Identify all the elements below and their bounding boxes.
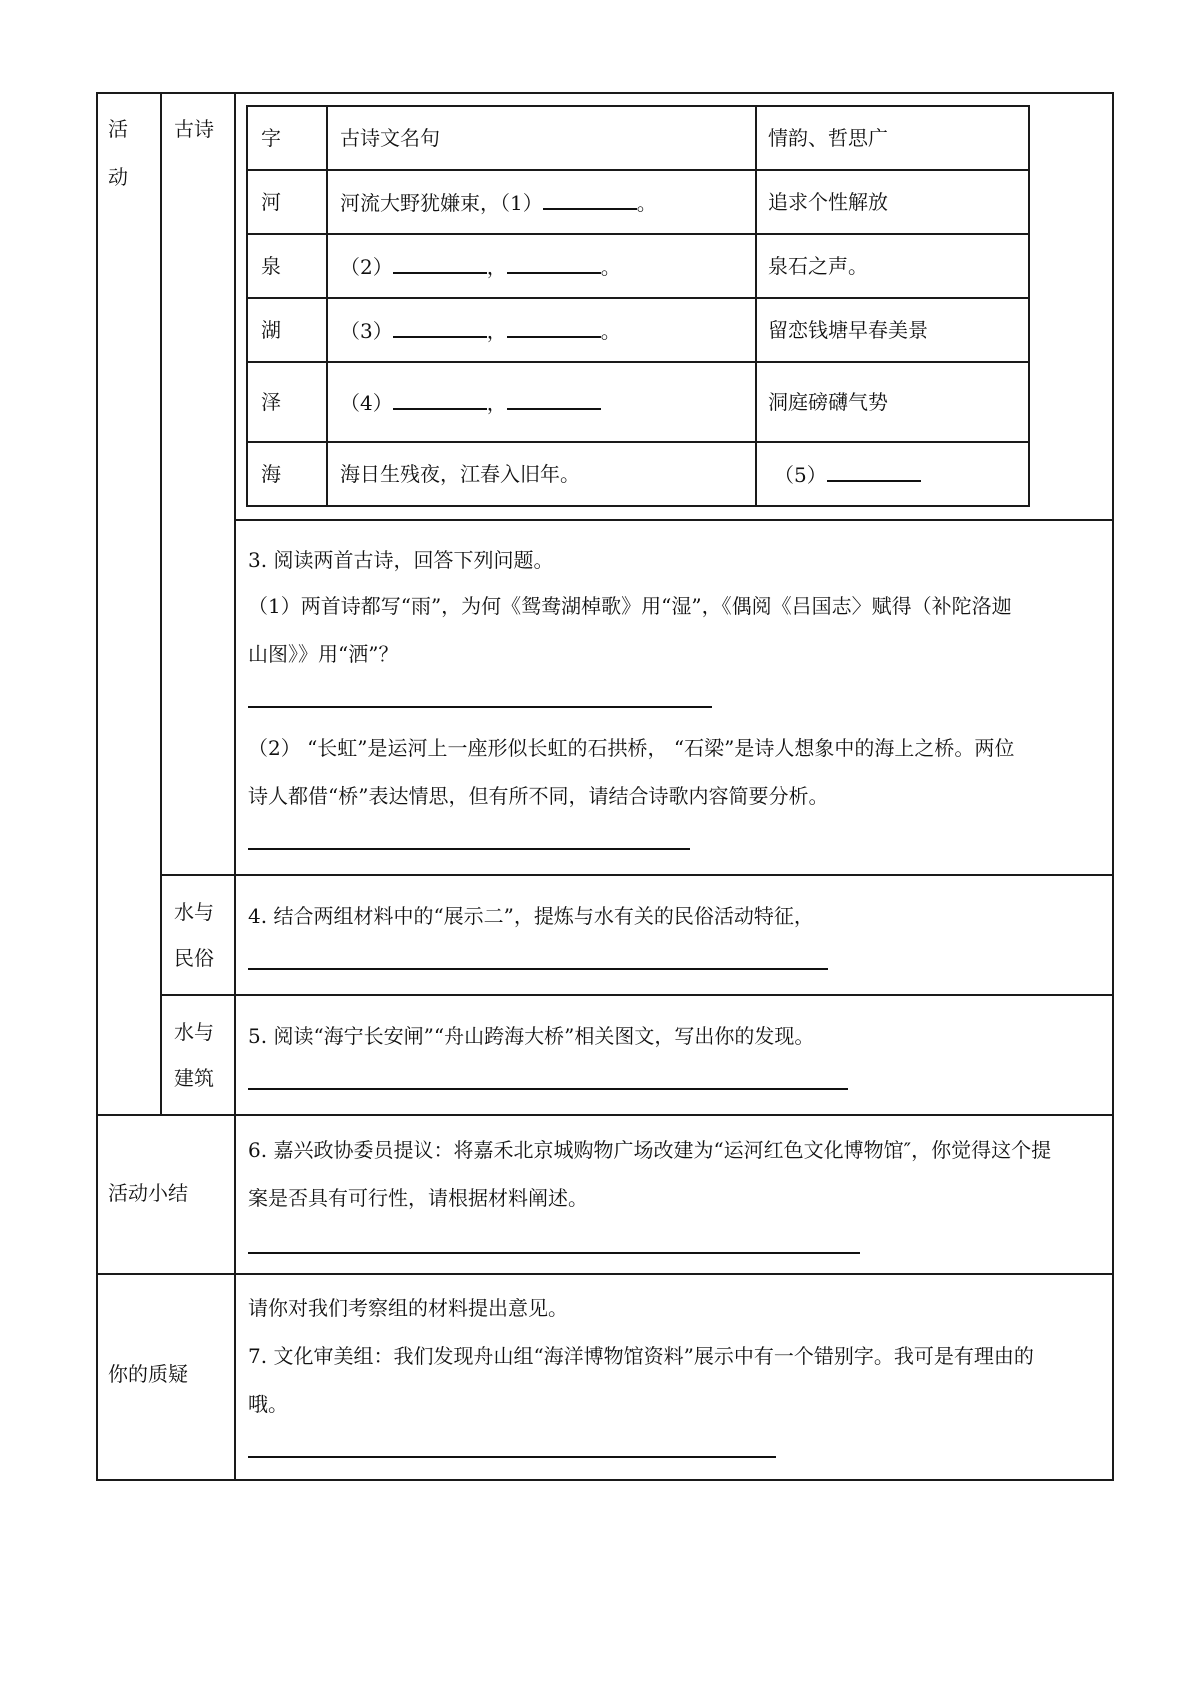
q3-title: 3. 阅读两首古诗，回答下列问题。 [248, 548, 554, 572]
poem-header-char: 字 [261, 126, 281, 150]
q6-line1: 6. 嘉兴政协委员提议：将嘉禾北京城购物广场改建为“运河红色文化博物馆″，你觉得这个提 [248, 1138, 1052, 1162]
row-divider-q5-q6 [96, 1114, 1114, 1116]
q3-part2-line2: 诗人都借“桥”表达情思，但有所不同，请结合诗歌内容简要分析。 [248, 784, 829, 808]
q3-part2-line1: （2） “长虹”是运河上一座形似长虹的石拱桥， “石梁”是诗人想象中的海上之桥。两位 [248, 736, 1015, 760]
poem-row-char: 泉 [261, 254, 281, 278]
outer-border-top [96, 92, 1114, 94]
row-divider-q4-q5 [160, 994, 1114, 996]
poem-header-meaning: 情韵、哲思广 [768, 126, 888, 150]
q7-answer-line[interactable] [248, 1456, 776, 1458]
answer-blank-3b[interactable] [507, 316, 601, 338]
answer-blank-4a[interactable] [393, 388, 487, 410]
q5-answer-line[interactable] [248, 1088, 848, 1090]
poem-row-meaning: 泉石之声。 [768, 254, 868, 278]
q3-part2-answer-line[interactable] [248, 848, 690, 850]
answer-blank-2b[interactable] [507, 252, 601, 274]
poem-row-line: 河流大野犹嫌束，（1） 。 [340, 188, 657, 217]
poem-row-meaning: 洞庭磅礴气势 [768, 390, 888, 414]
poem-row-char: 湖 [261, 318, 281, 342]
poem-row-line: （2） ， 。 [340, 252, 621, 281]
poem-row-meaning: 留恋钱塘早春美景 [768, 318, 928, 342]
outer-border-bottom [96, 1479, 1114, 1481]
answer-blank-1[interactable] [543, 188, 637, 210]
q7-line1: 7. 文化审美组：我们发现舟山组“海洋博物馆资料”展示中有一个错别字。我可是有理由的 [248, 1344, 1034, 1368]
q3-part1-line2: 山图》》用“洒”？ [248, 642, 399, 666]
poem-row-line: （4） ， [340, 388, 601, 417]
q7-line2: 哦。 [248, 1392, 288, 1416]
section-label-summary: 活动小结 [108, 1181, 188, 1205]
poem-row-meaning: （5） [774, 460, 921, 489]
poem-row-char: 河 [261, 190, 281, 214]
section-label-poetry: 古诗 [174, 117, 214, 141]
answer-blank-3a[interactable] [393, 316, 487, 338]
q6-answer-line[interactable] [248, 1252, 860, 1254]
poem-header-line: 古诗文名句 [340, 126, 440, 150]
q3-part1-line1: （1）两首诗都写“雨”，为何《鸳鸯湖棹歌》用“湿”，《偶阅《吕国志〉赋得（补陀洛迦 [248, 594, 1012, 618]
poem-row-char: 泽 [261, 390, 281, 414]
activity-label-1: 活 [108, 117, 128, 141]
q3-part1-answer-line[interactable] [248, 706, 712, 708]
poem-row-line: 海日生残夜，江春入旧年。 [340, 462, 580, 486]
q4-answer-line[interactable] [248, 968, 828, 970]
q7-intro: 请你对我们考察组的材料提出意见。 [248, 1296, 568, 1320]
row-divider-poem-q3 [234, 519, 1114, 521]
col-divider-activity [160, 92, 162, 1116]
answer-blank-2a[interactable] [393, 252, 487, 274]
poem-row-meaning: 追求个性解放 [768, 190, 888, 214]
section-label-folk-1: 水与 [174, 900, 214, 924]
section-label-folk-2: 民俗 [174, 946, 214, 970]
answer-blank-5[interactable] [827, 460, 921, 482]
row-divider-q3-q4 [160, 874, 1114, 876]
poem-row-char: 海 [261, 462, 281, 486]
activity-label-2: 动 [108, 165, 128, 189]
q4-text: 4. 结合两组材料中的“展示二”，提炼与水有关的民俗活动特征， [248, 904, 814, 928]
q5-text: 5. 阅读“海宁长安闸”“舟山跨海大桥”相关图文，写出你的发现。 [248, 1024, 815, 1048]
answer-blank-4b[interactable] [507, 388, 601, 410]
section-label-arch-1: 水与 [174, 1020, 214, 1044]
q6-line2: 案是否具有可行性，请根据材料阐述。 [248, 1186, 588, 1210]
section-label-question: 你的质疑 [108, 1362, 188, 1386]
poem-row-line: （3） ， 。 [340, 316, 621, 345]
row-divider-q6-q7 [96, 1273, 1114, 1275]
section-label-arch-2: 建筑 [174, 1066, 214, 1090]
